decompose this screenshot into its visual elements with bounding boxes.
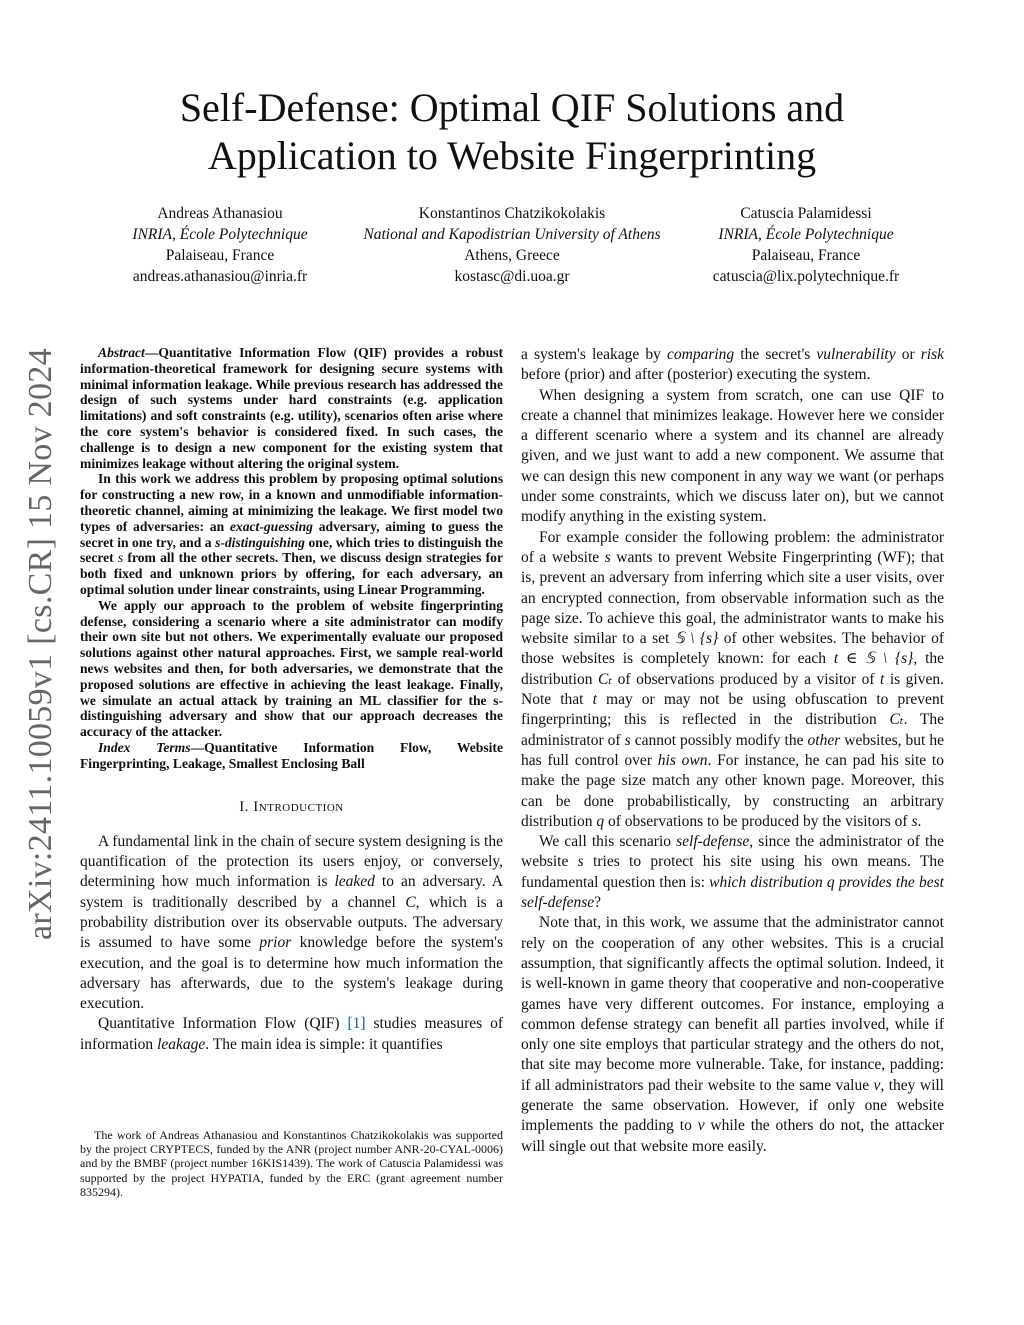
right-paragraph-0: a system's leakage by comparing the secret's vulnerability or risk before (prior) and after (posterior) executing the system. [521, 346, 944, 384]
author-affiliation: INRIA, École Polytechnique [132, 226, 308, 243]
author-name: Andreas Athanasiou [157, 205, 283, 222]
section-heading-introduction: I. Introduction [239, 798, 344, 815]
right-paragraph-4: Note that, in this work, we assume that the administrator cannot rely on the cooperation of any other websites. This is a crucial assumption, that significantly affects the optimal solution. Indeed, it is well-known in game theory that cooperative and non-cooperative games have very different outcomes. For instance, employing a common defense strategy can benefit all parties involved, while if only one site employs that particular strategy and the others do not, that site may become more vulnerable. Take, for instance, padding: if all administrators pad their website to the same value v, they will generate the same observation. However, if only one website implements the padding to v while the others do not, the attacker will single out that website more easily. [521, 914, 944, 1155]
author-email: kostasc@di.uoa.gr [454, 268, 570, 285]
right-paragraph-2: For example consider the following problem: the administrator of a website s wants to prevent Website Fingerprinting (WF); that is, prevent an adversary from inferring which site a user visits, over an encrypted connection, from observable information such as the page size. To achieve this goal, the administrator wants to make his website similar to a set 𝕊 \ {s} of other websites. The behavior of those websites is completely known: for each t ∈ 𝕊 \ {s}, the distribution Cₜ of observations produced by a visitor of t is given. Note that t may or may not be using obfuscation to prevent fingerprinting; this is reflected in the distribution Cₜ. The administrator of s cannot possibly modify the other websites, but he has full control over his own. For instance, he can pad his site to make the page size match any other known page. Moreover, this can be done probabilistically, by constructing an arbitrary distribution q of observations to be produced by the visitors of s. [521, 528, 945, 830]
author-location: Palaiseau, France [165, 247, 275, 264]
arxiv-identifier-stamp: arXiv:2411.10059v1 [cs.CR] 15 Nov 2024 [22, 348, 59, 940]
right-paragraph-1: When designing a system from scratch, one can use QIF to create a channel that minimizes leakage. However here we consider a different scenario where a system and its channel are already given, and we just want to add a new component. We assume that we can design this new component in any way we want (or perhaps under some constraints, which we discuss later on), but we cannot modify anything in the existing system. [521, 386, 944, 526]
author-1 [100, 203, 340, 287]
abstract-text: —Quantitative Information Flow (QIF) provides a robust information-theoretical framework for designing secure systems with minimal information leakage. While previous research has addressed the design of such systems under hard constraints (e.g. application limitations) and soft constraints (e.g. utility), scenarios often arise where the core system's behavior is considered fixed. In such cases, the challenge is to design a new component for the existing system that minimizes leakage without altering the original system. [80, 345, 503, 471]
author-name: Catuscia Palamidessi [740, 205, 872, 222]
citation-link[interactable]: [1] [347, 1015, 366, 1033]
title-line-1: Self-Defense: Optimal QIF Solutions and [179, 85, 845, 130]
author-2 [332, 203, 692, 287]
author-location: Palaiseau, France [751, 247, 861, 264]
right-paragraph-3: We call this scenario self-defense, since the administrator of the website s tries to protect his site using his own means. The fundamental question then is: which distribution q provides the best self-defense? [521, 833, 944, 912]
author-3 [686, 203, 926, 287]
intro-paragraph-1: A fundamental link in the chain of secure system designing is the quantification of the protection its users enjoy, or conversely, determining how much information is leaked to an adversary. A system is traditionally described by a channel C, which is a probability distribution over its observable outputs. The adversary is assumed to have some prior knowledge before the system's execution, and the goal is to determine how much information the adversary has afterwards, due to the system's leakage during execution. [80, 832, 503, 1013]
funding-footnote: The work of Andreas Athanasiou and Konstantinos Chatzikokolakis was supported by the project CRYPTECS, funded by the ANR (project number ANR-20-CYAL-0006) and by the BMBF (project number 16KIS1439). The work of Catuscia Palamidessi was supported by the project HYPATIA, funded by the ERC (grant agreement number 835294). [80, 1128, 503, 1199]
abstract [80, 345, 503, 772]
left-column [80, 345, 503, 1055]
intro-paragraph-2: Quantitative Information Flow (QIF) [1] studies measures of information leakage. The main idea is simple: it quantifies [80, 1015, 503, 1053]
abstract-paragraph-3: We apply our approach to the problem of website fingerprinting defense, considering a scenario where a site administrator can modify their own site but not others. We experimentally evaluate our proposed solutions against other natural approaches. First, we sample real-world news websites and then, for both adversaries, we demonstrate that the proposed solutions are effective in achieving the least leakage. Finally, we simulate an actual attack by training an ML classifier for the s-distinguishing adversary and show that our approach decreases the accuracy of the attacker. [80, 597, 503, 740]
abstract-label: Abstract [98, 345, 145, 360]
abstract-paragraph-2: In this work we address this problem by proposing optimal solutions for constructing a new row, in a known and unmodifiable information-theoretic channel, aiming at minimizing the leakage. We first model two types of adversaries: an exact-guessing adversary, aiming to guess the secret in one try, and a s-distinguishing one, which tries to distinguish the secret s from all the other secrets. Then, we discuss design strategies for both fixed and unknown priors by offering, for each adversary, an optimal solution under linear constraints, using Linear Programming. [80, 471, 503, 597]
author-email: catuscia@lix.polytechnique.fr [712, 268, 900, 285]
author-email: andreas.athanasiou@inria.fr [132, 268, 308, 285]
author-location: Athens, Greece [464, 247, 560, 264]
author-name: Konstantinos Chatzikokolakis [418, 205, 606, 222]
author-affiliation: National and Kapodistrian University of Athens [363, 226, 661, 243]
abstract-paragraph-1 [80, 345, 503, 471]
author-affiliation: INRIA, École Polytechnique [718, 226, 894, 243]
title-line-2: Application to Website Fingerprinting [207, 133, 817, 178]
paper-title [0, 84, 1024, 180]
right-column [521, 345, 944, 1157]
index-terms: Index Terms—Quantitative Information Flow, Website Fingerprinting, Leakage, Smallest Enclosing Ball [80, 739, 503, 771]
